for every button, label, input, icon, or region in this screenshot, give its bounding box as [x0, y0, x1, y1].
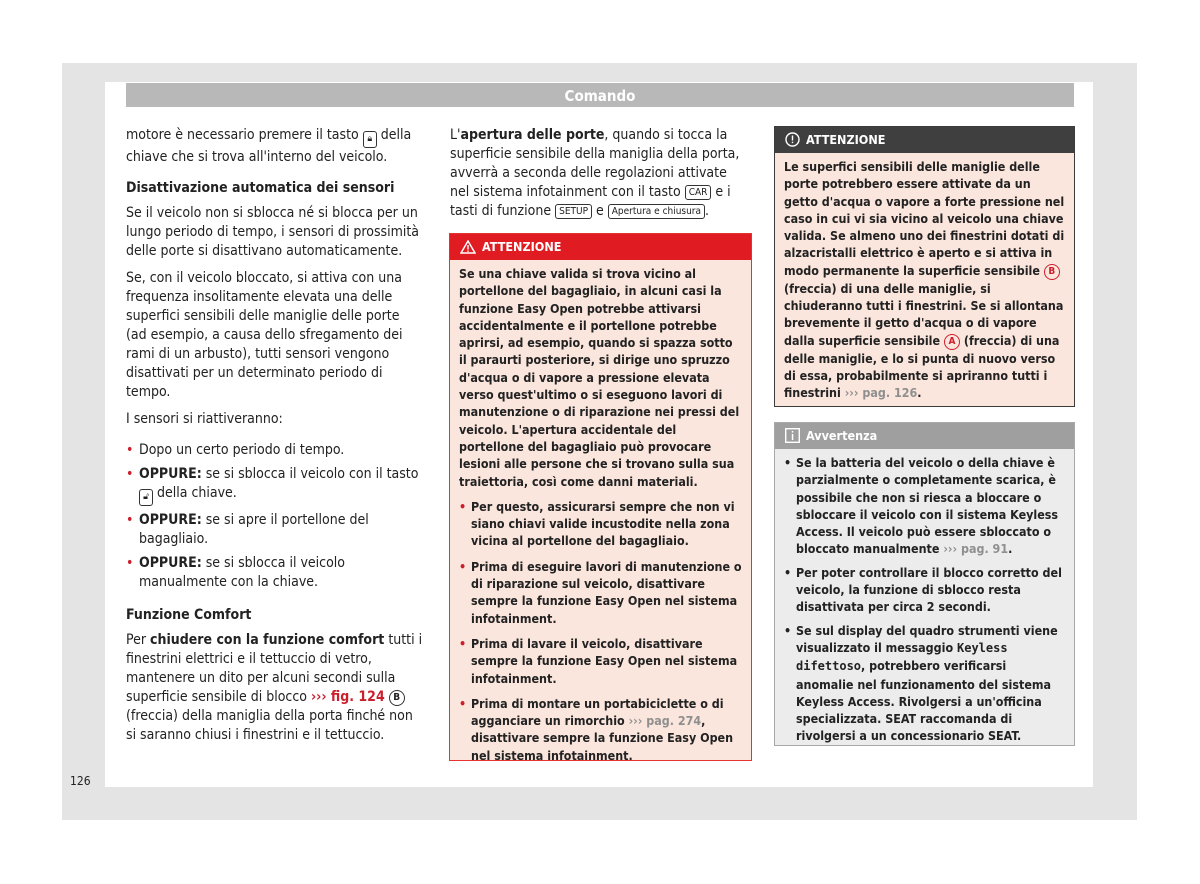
car-button-icon: CAR	[685, 185, 712, 200]
note-header: Avvertenza	[775, 423, 1074, 449]
heading-comfort: Funzione Comfort	[126, 607, 252, 623]
warning-header: ATTENZIONE	[775, 127, 1074, 153]
list-item: • Prima di lavare il veicolo, disattivare sempre la funzione Easy Open nel sistema infotainment.	[459, 635, 742, 687]
list-item: • Se la batteria del veicolo o della chiave è parzialmente o completamente scarica, è possibile che non si riesca a bloccare o sbloccare il veicolo con il sistema Keyless Access. Il veicolo può essere sbloccato o bloccato manualmente ››› pag. 91.	[784, 454, 1065, 558]
lock-key-icon: 🔒︎	[363, 131, 377, 148]
list-item: • OPPURE: se si apre il portellone del bagagliaio.	[126, 511, 423, 549]
list-item: • Prima di eseguire lavori di manutenzione o di riparazione sul veicolo, disattivare sempre la funzione Easy Open nel sistema infotainment.	[459, 558, 742, 627]
list-item: • OPPURE: se si sblocca il veicolo con il tasto 🔓︎ della chiave.	[126, 465, 423, 506]
info-icon	[785, 428, 800, 443]
page-reference-link[interactable]: ››› pag. 126	[844, 385, 918, 401]
paragraph-key-intro: motore è necessario premere il tasto 🔒︎ della chiave che si trova all'interno del veicolo.	[126, 127, 412, 165]
warning-box-easy-open	[449, 233, 752, 761]
paragraph-deactivation-2: Se, con il veicolo bloccato, si attiva con una frequenza insolitamente elevata una delle superfici sensibili delle maniglie delle porte (ad esempio, a causa dello sfregamento dei rami di un arbusto), tutti sensori vengono disattivati per un determinato periodo di tempo.	[126, 270, 403, 400]
function-button-icon: Apertura e chiusura	[608, 204, 705, 219]
column-middle	[450, 126, 748, 229]
paragraph-comfort: Per chiudere con la funzione comfort tutti i finestrini elettrici e il tettuccio di vetro, mantenere un dito per alcuni secondi sulla superficie sensibile di blocco ››› fig. 124 B (freccia) della maniglia della porta finché non si saranno chiusi i finestrini e il tettuccio.	[126, 632, 423, 743]
list-item: • Per questo, assicurarsi sempre che non vi siano chiavi valide incustodite nella zona vicina al portellone del bagagliaio.	[459, 498, 742, 550]
list-item: • Per poter controllare il blocco corretto del veicolo, la funzione di sblocco resta disattivata per circa 2 secondi.	[784, 564, 1065, 616]
warning-triangle-icon	[460, 240, 476, 254]
paragraph-reactivation: I sensori si riattiveranno:	[126, 411, 283, 427]
page-reference-link[interactable]: ››› pag. 274	[628, 713, 702, 729]
list-item: • Se sul display del quadro strumenti viene visualizzato il messaggio Keyless difettoso, potrebbero verificarsi anomalie nel funzionamento del sistema Keyless Access. Rivolgersi a un'officina specializzata. SEAT raccomanda di rivolgersi a un concessionario SEAT.	[784, 622, 1065, 745]
note-box	[774, 422, 1075, 746]
display-message: Keyless difettoso	[796, 640, 1008, 674]
warning-text: Se una chiave valida si trova vicino al portellone del bagagliaio, in alcuni casi la funzione Easy Open potrebbe attivarsi accidentalmente e il portellone potrebbe aprirsi, ad esempio, quando si spazza sotto il paraurti posteriore, si dirige uno spruzzo d'acqua o di vapore a pressione elevata verso quest'ultimo o si eseguono lavori di manutenzione o di riparazione nei pressi del veicolo. L'apertura accidentale del portellone del bagagliaio può provocare lesioni alle persone che si trovano sulla sua traiettoria, così come danni materiali.	[459, 266, 740, 489]
list-item: • Prima di montare un portabiciclette o di agganciare un rimorchio ››› pag. 274, disattivare sempre la funzione Easy Open nel sistema infotainment.	[459, 695, 742, 764]
heading-auto-deactivation: Disattivazione automatica dei sensori	[126, 180, 395, 196]
badge-b: B	[1044, 264, 1060, 280]
section-header: Comando	[126, 83, 1074, 107]
warning-box-handles	[774, 126, 1075, 407]
list-item: • Dopo un certo periodo di tempo.	[126, 441, 423, 460]
page-reference-link[interactable]: ››› pag. 91	[943, 541, 1009, 557]
warning-header: ATTENZIONE	[450, 234, 751, 260]
unlock-key-icon: 🔓︎	[139, 489, 153, 506]
setup-button-icon: SETUP	[555, 204, 592, 219]
paragraph-deactivation: Se il veicolo non si sblocca né si blocca per un lungo periodo di tempo, i sensori di prossimità delle porte si disattivano automaticamente.	[126, 205, 420, 259]
column-left	[126, 126, 423, 753]
figure-reference-link[interactable]: ››› fig. 124	[310, 689, 385, 705]
reactivation-list	[126, 441, 423, 592]
page-number: 126	[70, 774, 91, 788]
warning-text: Le superfici sensibili delle maniglie delle porte potrebbero essere attivate da un getto d'acqua o vapore a forte pressione nel caso in cui vi sia vicino al veicolo una chiave valida. Se almeno uno dei finestrini dotati di alzacristalli elettrico è aperto e si attiva in modo permanente la superficie sensibile B (freccia) di una delle maniglie, si chiuderanno tutti i finestrini. Se si allontana brevemente il getto d'acqua o di vapore dalla superficie sensibile A (freccia) di una delle maniglie, e lo si punta di nuovo verso di essa, probabilmente si apriranno tutti i finestrini ››› pag. 126.	[784, 159, 1065, 401]
warning-circle-icon	[785, 132, 800, 147]
badge-b: B	[389, 690, 405, 706]
list-item: • OPPURE: se si sblocca il veicolo manualmente con la chiave.	[126, 554, 423, 592]
paragraph-door-opening: L'apertura delle porte, quando si tocca la superficie sensibile della maniglia della porta, avverrà a seconda delle regolazioni attivate nel sistema infotainment con il tasto CAR e i tasti di funzione SETUP e Apertura e chiusura .	[450, 127, 740, 219]
badge-a: A	[944, 334, 960, 350]
